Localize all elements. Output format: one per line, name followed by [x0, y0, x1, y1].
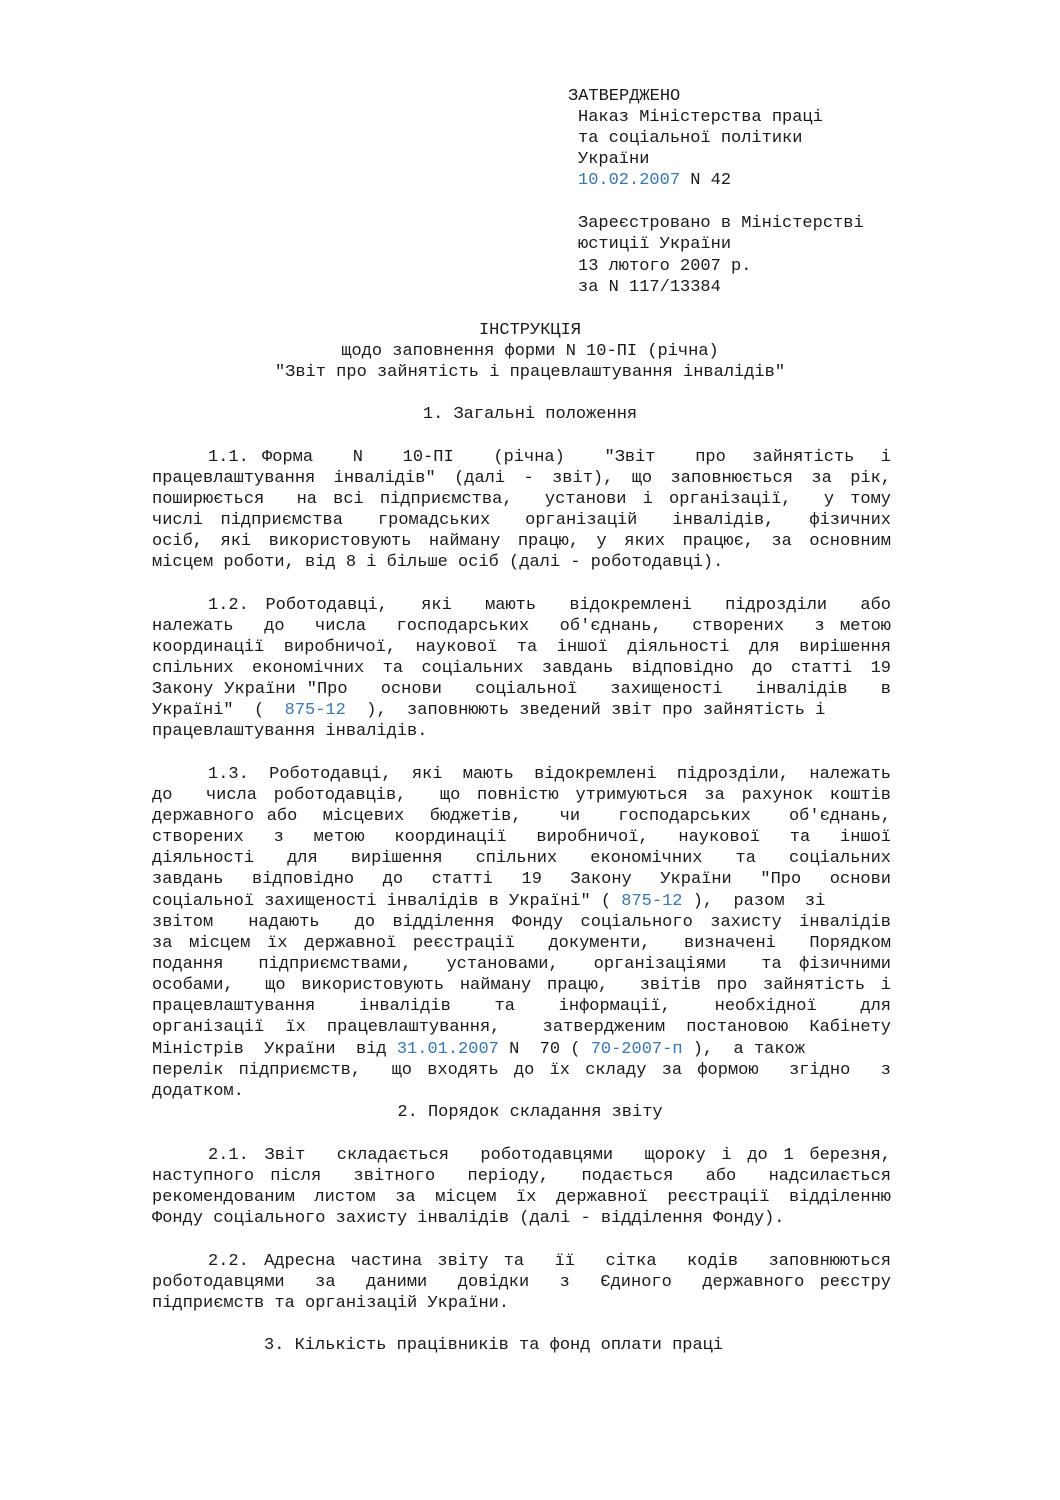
- title-sub: щодо заповнення форми N 10-ПІ (річна): [341, 342, 719, 361]
- text-line: створених з метою координації виробничої, наукової та іншої: [152, 828, 891, 847]
- approved-label: ЗАТВЕРДЖЕНО: [568, 87, 681, 106]
- text-fragment: Україні" (: [152, 701, 265, 720]
- text-line: звітом надають до відділення Фонду соціального захисту інвалідів: [152, 913, 891, 932]
- text-line: організації їх працевлаштування, затвердженим постановою Кабінету: [152, 1018, 891, 1037]
- text-line: спільних економічних та соціальних завдань відповідно до статті 19: [152, 659, 891, 678]
- order-date-link[interactable]: 10.02.2007: [578, 171, 681, 190]
- text-line: державного або місцевих бюджетів, чи господарських об'єднань,: [152, 807, 891, 826]
- text-line: підприємств та організацій України.: [152, 1294, 510, 1313]
- text-line: 1.1. Форма N 10-ПІ (річна) "Звіт про зайнятість і: [208, 448, 891, 467]
- text-line: працевлаштування інвалідів" (далі - звіт), що заповнюється за рік,: [152, 469, 891, 488]
- text-line: 2.2. Адресна частина звіту та її сітка кодів заповнюються: [208, 1252, 891, 1271]
- registration-line: за N 117/13384: [578, 278, 721, 297]
- text-line: числі підприємства громадських організацій інвалідів, фізичних: [152, 511, 891, 530]
- text-line: [152, 700, 825, 721]
- section-heading: 3. Кількість працівників та фонд оплати праці: [264, 1336, 724, 1355]
- text-fragment: ), заповнюють зведений звіт про зайнятість і: [366, 701, 826, 720]
- text-line: [152, 1039, 805, 1060]
- registration-line: Зареєстровано в Міністерстві: [578, 214, 864, 233]
- text-line: осіб, які використовують найману працю, у яких працює, за основним: [152, 532, 891, 551]
- text-line: діяльності для вирішення спільних економічних та соціальних: [152, 849, 891, 868]
- text-line: працевлаштування інвалідів.: [152, 722, 428, 741]
- text-line: 1.2. Роботодавці, які мають відокремлені підрозділи або: [208, 596, 891, 615]
- text-fragment: Міністрів України від: [152, 1040, 397, 1059]
- text-fragment: ), разом зі: [692, 892, 826, 911]
- section-heading: 2. Порядок складання звіту: [397, 1103, 663, 1122]
- text-fragment: ), а також: [692, 1040, 805, 1059]
- text-line: координації виробничої, наукової та іншої діяльності для вирішення: [152, 638, 891, 657]
- text-line: до числа роботодавців, що повністю утримуються за рахунок коштів: [152, 786, 891, 805]
- text-line: Фонду соціального захисту інвалідів (далі - відділення Фонду).: [152, 1209, 785, 1228]
- title-main: ІНСТРУКЦІЯ: [478, 321, 582, 340]
- order-number: N 42: [680, 171, 732, 190]
- text-line: працевлаштування інвалідів та інформації, необхідної для: [152, 997, 891, 1016]
- text-line: особами, що використовують найману працю, звітів про зайнятість і: [152, 976, 891, 995]
- text-line: завдань відповідно до статті 19 Закону України "Про основи: [152, 870, 891, 889]
- text-line: Закону України "Про основи соціальної захищеності інвалідів в: [152, 680, 891, 699]
- text-line: поширюється на всі підприємства, установи і організації, у тому: [152, 490, 891, 509]
- text-line: наступного після звітного періоду, подається або надсилається: [152, 1167, 891, 1186]
- text-line: роботодавцями за даними довідки з Єдиного державного реєстру: [152, 1273, 891, 1292]
- section-heading: 1. Загальні положення: [422, 405, 638, 424]
- text-line: 2.1. Звіт складається роботодавцями щороку і до 1 березня,: [208, 1146, 891, 1165]
- text-line: [152, 891, 825, 912]
- order-date-line: [578, 170, 731, 191]
- order-line: та соціальної політики: [578, 129, 803, 148]
- text-line: за місцем їх державної реєстрації документи, визначені Порядком: [152, 934, 891, 953]
- text-line: подання підприємствами, установами, організаціями та фізичними: [152, 955, 891, 974]
- order-line: Наказ Міністерства праці: [578, 108, 823, 127]
- order-line: України: [578, 150, 650, 169]
- text-line: 1.3. Роботодавці, які мають відокремлені підрозділи, належать: [208, 765, 891, 784]
- text-fragment: N 70 (: [498, 1040, 581, 1059]
- title-sub: "Звіт про зайнятість і працевлаштування інвалідів": [274, 363, 786, 382]
- text-fragment: соціальної захищеності інвалідів в Україні" (: [152, 892, 612, 911]
- text-line: належать до числа господарських об'єднань, створених з метою: [152, 617, 891, 636]
- text-line: додатком.: [152, 1082, 244, 1101]
- registration-line: 13 лютого 2007 р.: [578, 257, 752, 276]
- resolution-date-link[interactable]: 31.01.2007: [396, 1040, 499, 1059]
- law-link[interactable]: 875-12: [284, 701, 346, 720]
- resolution-link[interactable]: 70-2007-п: [590, 1040, 683, 1059]
- text-line: рекомендованим листом за місцем їх державної реєстрації відділенню: [152, 1188, 891, 1207]
- law-link[interactable]: 875-12: [621, 892, 683, 911]
- text-line: місцем роботи, від 8 і більше осіб (далі - роботодавці).: [152, 553, 724, 572]
- registration-line: юстиції України: [578, 235, 732, 254]
- text-line: перелік підприємств, що входять до їх складу за формою згідно з: [152, 1061, 891, 1080]
